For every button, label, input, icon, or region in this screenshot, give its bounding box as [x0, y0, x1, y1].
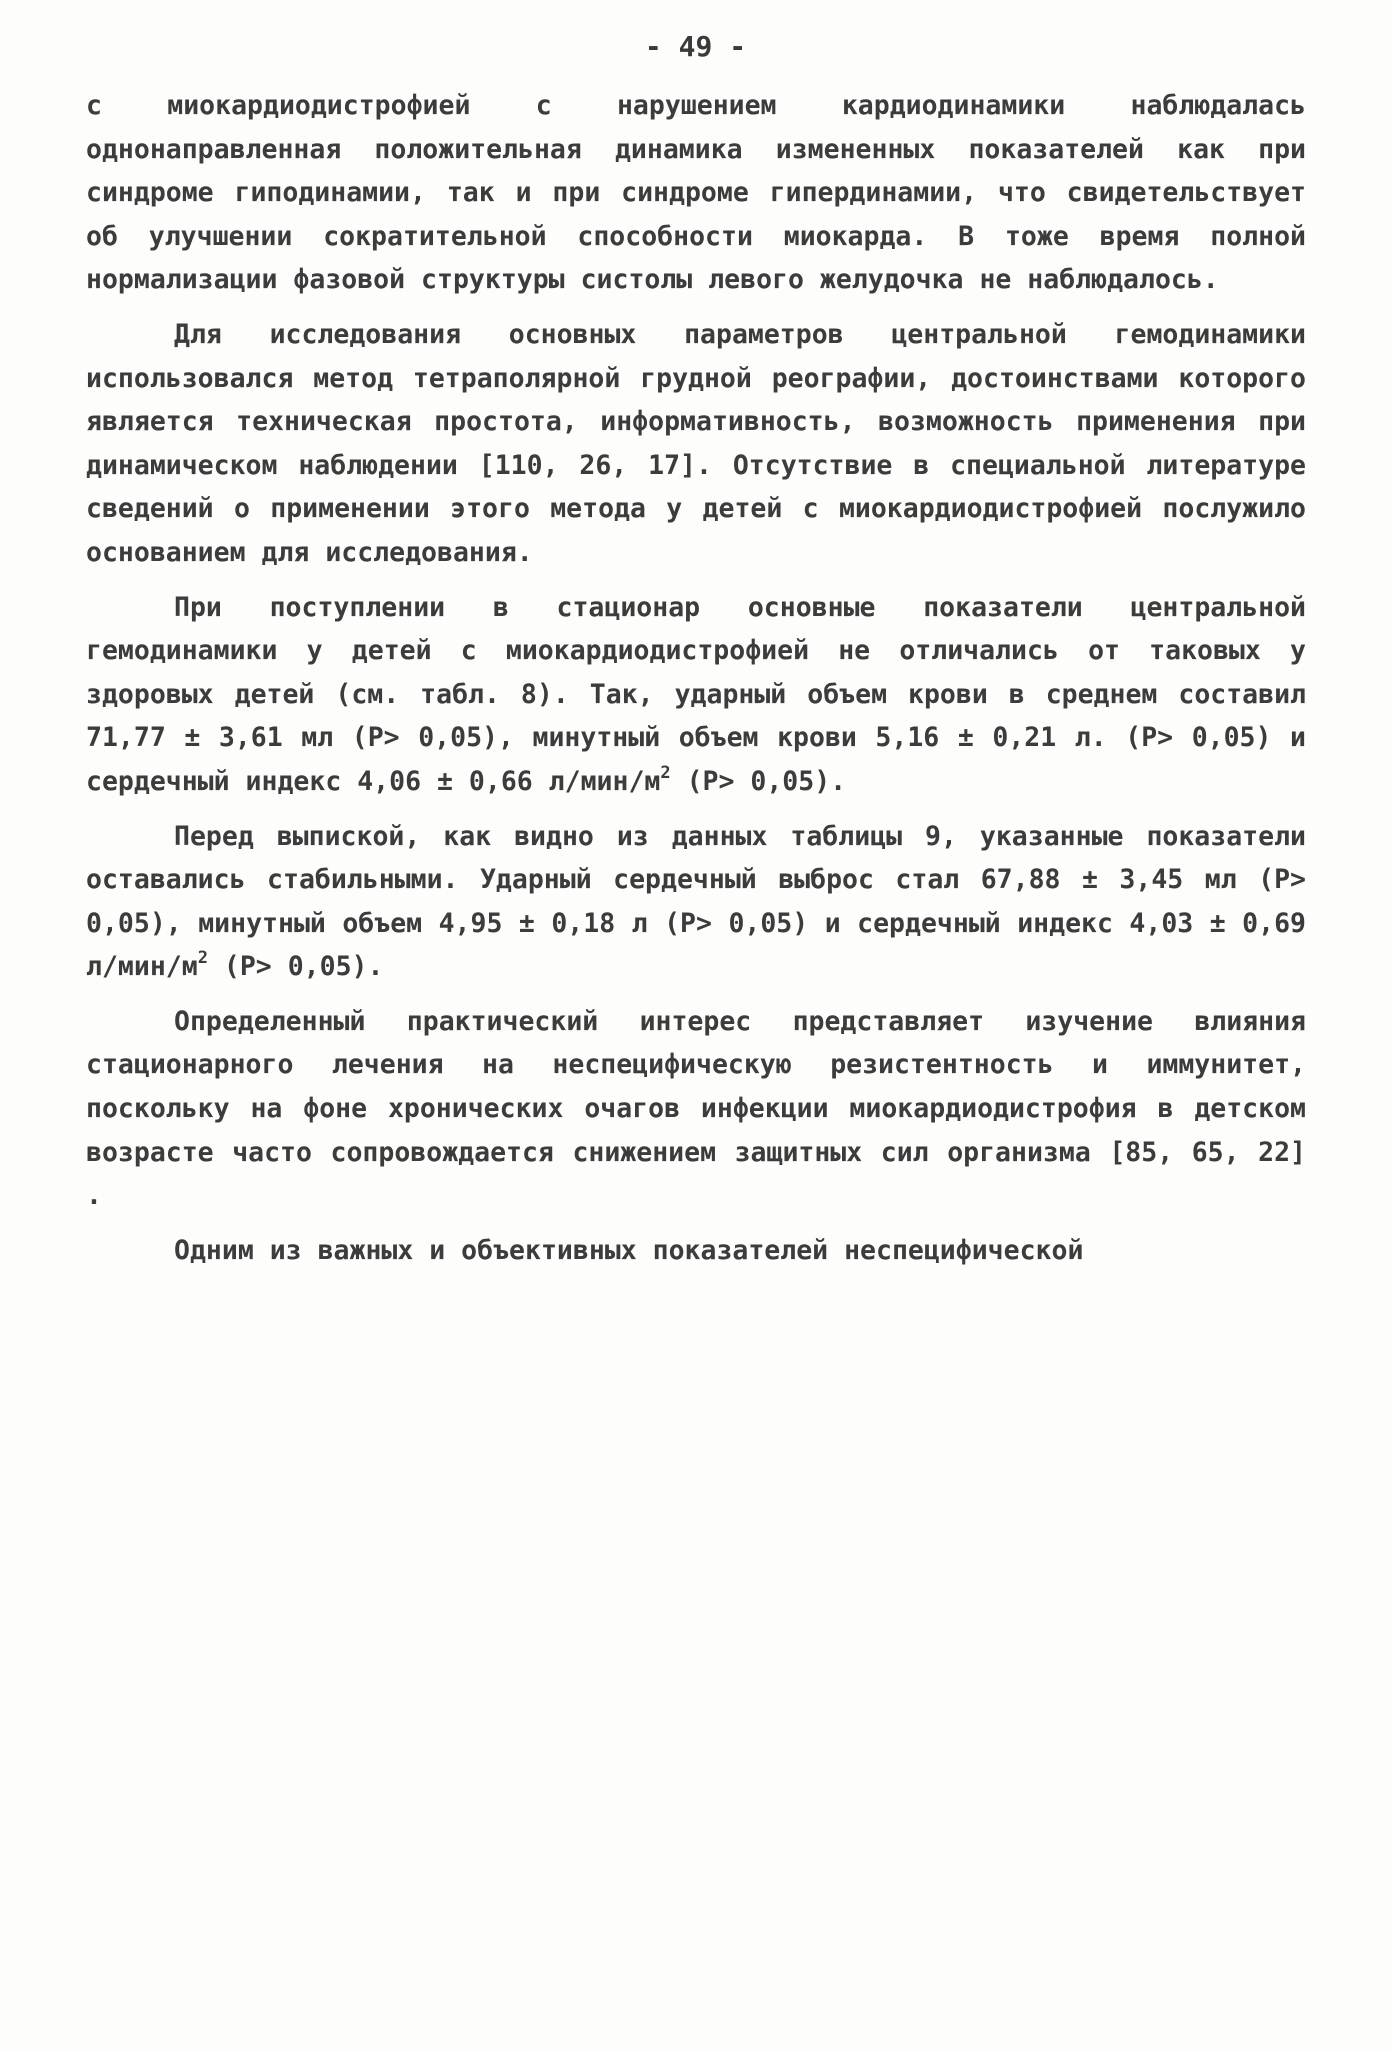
superscript-2: 2: [660, 762, 671, 783]
paragraph-4-text: Перед выпиской, как видно из данных таблицы 9, указанные показатели оставались стабильными. Ударный сердечный выброс стал 67,88 ± 3,45 мл (P> 0,05), минутный объем 4,95 ± 0,18 л (P> 0,05) и сердечный индекс 4,03 ± 0,69 л/мин/м: [86, 820, 1306, 983]
paragraph-3-text: При поступлении в стационар основные показатели центральной гемодинамики у детей с миокардиодистрофией не отличались от таковых у здоровых детей (см. табл. 8). Так, ударный объем крови в среднем составил 71,77 ± 3,61 мл (P> 0,05), минутный объем крови 5,16 ± 0,21 л. (P> 0,05) и сердечный индекс 4,06 ± 0,66 л/мин/м: [86, 591, 1306, 797]
paragraph-6: Одним из важных и объективных показателей неспецифической: [174, 1234, 1084, 1266]
body-text: [86, 84, 1306, 1283]
paragraph-3-tail: (P> 0,05).: [670, 765, 847, 797]
paragraph-2: Для исследования основных параметров центральной гемодинамики использовался метод тетраполярной грудной реографии, достоинствами которого является техническая простота, информативность, возможность применения при динамическом наблюдении [110, 26, 17]. Отсутствие в специальной литературе сведений о применении этого метода у детей с миокардиодистрофией послужило основанием для исследования.: [86, 318, 1306, 568]
paragraph-4-tail: (P> 0,05).: [207, 951, 384, 983]
paragraph-3: [86, 586, 1306, 804]
paragraph-1: с миокардиодистрофией с нарушением кардиодинамики наблюдалась однонаправленная положительная динамика измененных показателей как при синдроме гиподинамии, так и при синдроме гипердинамии, что свидетельствует об улучшении сократительной способности миокарда. В тоже время полной нормализации фазовой структуры систолы левого желудочка не наблюдалось.: [86, 90, 1306, 296]
superscript-2: 2: [197, 948, 208, 969]
page-number: - 49 -: [644, 30, 747, 63]
paragraph-4: [86, 815, 1306, 989]
paragraph-5: Определенный практический интерес представляет изучение влияния стационарного лечения на неспецифическую резистентность и иммунитет, поскольку на фоне хронических очагов инфекции миокардиодистрофия в детском возрасте часто сопровождается снижением защитных сил организма [85, 65, 22] .: [86, 1005, 1306, 1212]
